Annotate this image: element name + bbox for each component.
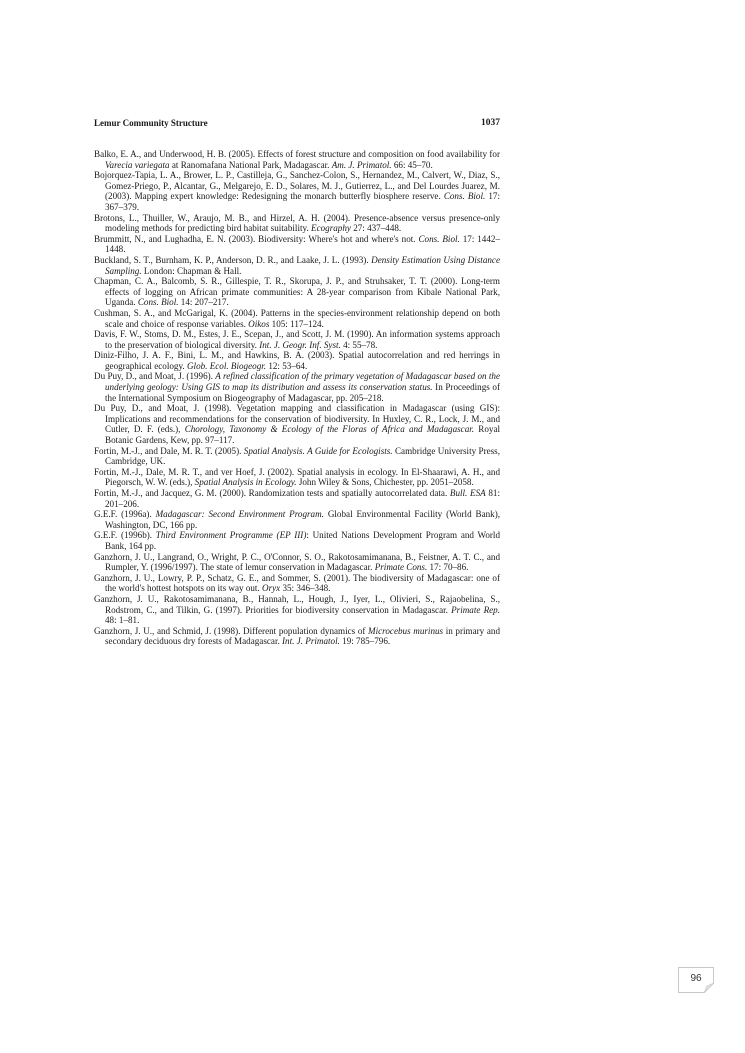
reference-entry [94, 467, 500, 488]
reference-entry [94, 234, 500, 255]
reference-text: Brummitt, N., and Lughadha, E. N. (2003). Biodiversity: Where's hot and where's not. [94, 233, 419, 244]
reference-entry [94, 530, 500, 551]
reference-italic-text: Oryx [262, 583, 281, 594]
reference-text: 105: 117–124. [269, 318, 324, 329]
reference-entry [94, 446, 500, 467]
reference-text: 48: 1–81. [105, 615, 140, 626]
reference-italic-text: Int. J. Primatol. [282, 636, 340, 647]
reference-text: Royal Botanic Gardens, Kew, pp. 97–117. [105, 424, 501, 446]
reference-text: at Ranomafana National Park, Madagascar. [169, 159, 332, 170]
reference-text: Ganzhorn, J. U., Rakotosamimanana, B., Hannah, L., Hough, J., Iyer, L., Olivieri, S., Rajaobelina, S., Rodstrom, C., and Tilkin, G. (1997). Priorities for biodiversity conservation in Madagascar. [94, 593, 500, 615]
reference-text: 12: 53–64. [266, 360, 308, 371]
reference-text: Buckland, S. T., Burnham, K. P., Anderson, D. R., and Laake, J. L. (1993). [94, 254, 372, 265]
reference-entry [94, 308, 500, 329]
reference-italic-text: Chorology, Taxonomy & Ecology of the Floras of Africa and Madagascar. [184, 424, 475, 435]
reference-text: 17: 70–86. [427, 562, 469, 573]
reference-text: 17: 367–379. [105, 191, 500, 212]
reference-text: Du Puy, D., and Moat, J. (1996). [94, 371, 216, 382]
reference-text: Diniz-Filho, J. A. F., Bini, L. M., and Hawkins, B. A. (2003). Spatial autocorrelation and red herrings in geographical ecology. [94, 350, 500, 371]
reference-text: Fortin, M.-J., and Dale, M. R. T. (2005). [94, 445, 244, 456]
reference-italic-text: Madagascar: Second Environment Program. [155, 509, 324, 520]
reference-text: 14: 207–217. [178, 297, 229, 308]
reference-text: Fortin, M.-J., and Jacquez, G. M. (2000). Randomization tests and spatially autocorrelated data. [94, 488, 450, 498]
reference-text: 19: 785–796. [339, 636, 391, 647]
reference-text: Brotons, L., Thuiller, W., Araujo, M. B., and Hirzel, A. H. (2004). Presence-absence versus presence-only modeling methods for predicting bird habitat suitability. [94, 212, 500, 234]
reference-text: Cambridge University Press, Cambridge, UK. [105, 445, 500, 467]
reference-text: 4: 55–78. [340, 339, 378, 350]
reference-entry [94, 371, 500, 403]
reference-entry [94, 403, 500, 445]
reference-text: John Wiley & Sons, Chichester, pp. 2051–2058. [296, 477, 474, 488]
reference-text: Balko, E. A., and Underwood, H. B. (2005). Effects of forest structure and composition on food availability for [94, 149, 500, 159]
reference-entry [94, 329, 500, 350]
reference-entry [94, 350, 500, 371]
reference-text: Ganzhorn, J. U., Langrand, O., Wright, P. C., O'Connor, S. O., Rakotosamimanana, B., Feistner, A. T. C., and Rumpler, Y. (1996/1997). The state of lemur conservation in Madagascar. [94, 551, 500, 573]
reference-text: Ganzhorn, J. U., Lowry, P. P., Schatz, G. E., and Sommer, S. (2001). The biodiversity of Madagascar: one of the world's hottest hotspots on its way out. [94, 572, 500, 594]
reference-italic-text: Cons. Biol. [137, 297, 179, 308]
page-curl-icon [704, 983, 714, 993]
reference-text: 35: 346–348. [280, 583, 331, 594]
reference-italic-text: Primate Cons. [374, 562, 428, 573]
page-number-badge [678, 967, 714, 993]
reference-entry [94, 488, 500, 509]
running-title: Lemur Community Structure [94, 118, 208, 128]
reference-entry [94, 149, 500, 170]
reference-italic-text: Glob. Ecol. Biogeogr. [186, 360, 267, 371]
running-page-number: 1037 [481, 118, 500, 128]
reference-text: In Proceedings of the International Symposium on Biogeography of Madagascar, pp. 205–218. [105, 382, 500, 403]
reference-text: G.E.F. (1996b). [94, 530, 156, 541]
reference-italic-text: Int. J. Geogr. Inf. Syst. [259, 339, 341, 350]
reference-italic-text: Primate Rep. [451, 604, 501, 615]
reference-text: : United Nations Development Program and World Bank, 164 pp. [105, 530, 500, 551]
reference-entry [94, 170, 500, 212]
reference-text: Fortin, M.-J., Dale, M. R. T., and ver Hoef, J. (2002). Spatial analysis in ecology. In El-Shaarawi, A. H., and Piegorsch, W. W. (eds.), [94, 466, 500, 488]
reference-entry [94, 626, 500, 647]
reference-entry [94, 594, 500, 626]
reference-italic-text: Microcebus murinus [368, 625, 444, 636]
page-badge-number: 96 [690, 973, 702, 984]
reference-list [94, 149, 500, 647]
reference-text: Davis, F. W., Stoms, D. M., Estes, J. E., Scepan, J., and Scott, J. M. (1990). An information systems approach to the preservation of biological diversity. [94, 329, 500, 350]
reference-entry [94, 573, 500, 594]
reference-italic-text: Varecia variegata [105, 159, 170, 170]
reference-italic-text: Density Estimation Using Distance Sampling. [105, 254, 500, 276]
running-header [94, 118, 500, 132]
reference-italic-text: A refined classification of the primary vegetation of Madagascar based on the underlying geology: Using GIS to map its distribution and assess its conservation status. [105, 371, 501, 393]
reference-italic-text: Oikos [248, 318, 270, 329]
reference-entry [94, 276, 500, 308]
reference-entry [94, 255, 500, 276]
reference-text: in primary and secondary deciduous dry forests of Madagascar. [105, 625, 500, 647]
reference-italic-text: Spatial Analysis in Ecology. [194, 477, 297, 488]
reference-text: G.E.F. (1996a). [94, 509, 156, 520]
reference-text: Du Puy, D., and Moat, J. (1998). Vegetation mapping and classification in Madagascar (using GIS): Implications and recommendations for the conservation of biodiversity. In Huxley, C. R., Lock, J. M., and Cutler, D. F. (eds.), [94, 403, 500, 435]
reference-text: Chapman, C. A., Balcomb, S. R., Gillespie, T. R., Skorupa, J. P., and Struhsaker, T. T. (2000). Long-term effects of logging on African primate communities: A 28-year comparison from Kibale National Park, Uganda. [94, 276, 500, 308]
reference-entry [94, 213, 500, 234]
reference-text: 27: 437–448. [350, 223, 402, 234]
reference-text: London: Chapman & Hall. [141, 265, 242, 276]
reference-entry [94, 552, 500, 573]
reference-text: Cushman, S. A., and McGarigal, K. (2004). Patterns in the species-environment relationship depend on both scale and choice of response variables. [94, 307, 500, 329]
reference-italic-text: Bull. ESA [449, 488, 486, 498]
reference-italic-text: Spatial Analysis. A Guide for Ecologists. [243, 445, 393, 456]
reference-text: 17: 1442–1448. [105, 233, 500, 255]
reference-text: Bojorquez-Tapia, L. A., Brower, L. P., Castilleja, G., Sanchez-Colon, S., Hernandez, M., Calvert, W., Diaz, S., Gomez-Priego, P., Alcantar, G., Melgarejo, E. D., Solares, M. J., Gutierrez, L., and Del Lourdes Juarez, M. (2003). Mapping expert knowledge: Redesigning the monarch butterfly biosphere reserve. [94, 170, 500, 202]
reference-italic-text: Third Environment Programme (EP III) [155, 530, 307, 541]
reference-text: Ganzhorn, J. U., and Schmid, J. (1998). Different population dynamics of [94, 625, 369, 636]
reference-text: 81: 201–206. [105, 488, 500, 509]
reference-text: 66: 45–70. [391, 159, 433, 170]
reference-italic-text: Cons. Biol. [443, 191, 486, 202]
reference-entry [94, 509, 500, 530]
reference-italic-text: Am. J. Primatol. [331, 159, 392, 170]
reference-italic-text: Ecography [311, 223, 351, 234]
reference-text: Global Environmental Facility (World Bank), Washington, DC, 166 pp. [105, 509, 500, 530]
reference-italic-text: Cons. Biol. [418, 233, 460, 244]
